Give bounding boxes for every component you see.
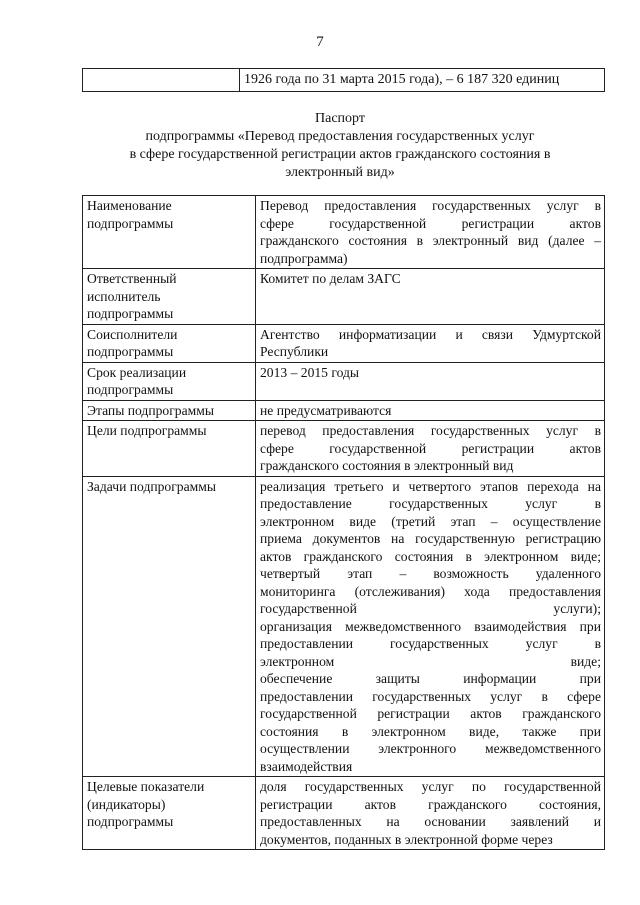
value-line: гражданского состояния в электронный вид (далее – (260, 233, 601, 248)
passport-row (83, 269, 605, 325)
row-value (256, 324, 605, 362)
value-line: осуществлении электронного межведомственного (260, 741, 601, 756)
value-line: гражданского состояния в электронный вид (260, 458, 514, 473)
row-value (256, 777, 605, 850)
value-line: государственной услуги); (260, 601, 601, 616)
heading-title: Паспорт (315, 111, 365, 126)
label-line: Задачи подпрограммы (87, 478, 216, 494)
heading-line: подпрограммы «Перевод предоставления государственных услуг (145, 129, 535, 144)
label-line: Целевые показатели (87, 779, 205, 794)
value-line: предоставленных на основании заявлений и (260, 814, 601, 829)
row-value (256, 400, 605, 421)
value-line: регистрации актов гражданского состояния, (260, 796, 601, 812)
passport-row (83, 400, 605, 421)
row-label (83, 269, 256, 325)
row-value (256, 362, 605, 400)
label-line: подпрограммы (87, 382, 174, 397)
value-line: документов, поданных в электронной форме через (260, 831, 553, 847)
row-label (83, 324, 256, 362)
value-line: электронном виде (третий этап – осуществление (260, 513, 601, 529)
value-line: доля государственных услуг по государственной (260, 779, 601, 794)
value-line: взаимодействия (260, 758, 353, 774)
label-line: Наименование (87, 198, 172, 213)
row-label (83, 476, 256, 777)
value-line: подпрограмма) (260, 250, 348, 266)
label-line: подпрограммы (87, 814, 174, 829)
value-line: Комитет по делам ЗАГС (260, 271, 401, 286)
value-line: предоставление государственных услуг в (260, 496, 601, 511)
value-line: обеспечение защиты информации при (260, 671, 601, 686)
value-line: приема документов на государственную регистрацию (260, 531, 601, 546)
row-label (83, 421, 256, 477)
label-line: Этапы подпрограммы (87, 402, 214, 418)
passport-row (83, 196, 605, 269)
value-line: организация межведомственного взаимодействия при (260, 618, 601, 634)
value-line: электронном виде; (260, 653, 601, 669)
value-line: предоставлении государственных услуг в сфере (260, 688, 601, 704)
heading-line: в сфере государственной регистрации актов гражданского состояния в (129, 147, 551, 162)
row-value (256, 421, 605, 477)
value-line: сфере государственной регистрации актов (260, 440, 601, 456)
value-line: четвертый этап – возможность удаленного (260, 566, 601, 581)
passport-table (82, 195, 605, 850)
row-label (83, 362, 256, 400)
label-line: подпрограммы (87, 344, 174, 359)
value-line: Агентство информатизации и связи Удмуртской (260, 326, 601, 342)
value-line: перевод предоставления государственных услуг в (260, 423, 601, 438)
row-label (83, 777, 256, 850)
value-line: актов гражданского состояния в электронном виде; (260, 548, 601, 564)
label-line: Срок реализации (87, 364, 187, 380)
value-line: Перевод предоставления государственных услуг в (260, 198, 601, 213)
passport-row (83, 777, 605, 850)
label-line: Ответственный (87, 271, 177, 286)
continuation-table (82, 68, 605, 92)
continuation-text: 1926 года по 31 марта 2015 года), – 6 187 320 единиц (240, 69, 605, 92)
row-value (256, 269, 605, 325)
label-line: подпрограммы (87, 215, 174, 231)
label-line: Соисполнители (87, 326, 178, 342)
label-line: (индикаторы) (87, 796, 166, 812)
empty-cell (83, 69, 240, 92)
passport-heading (60, 110, 620, 182)
value-line: Республики (260, 344, 329, 359)
passport-row (83, 324, 605, 362)
value-line: состояния в электронном виде, также при (260, 723, 601, 739)
row-value (256, 476, 605, 777)
value-line: мониторинга (отслеживания) хода предоставления (260, 583, 601, 599)
label-line: Цели подпрограммы (87, 423, 207, 438)
passport-row (83, 476, 605, 777)
row-value (256, 196, 605, 269)
value-line: не предусматриваются (260, 402, 392, 418)
label-line: подпрограммы (87, 306, 174, 321)
row-label (83, 196, 256, 269)
passport-row (83, 421, 605, 477)
value-line: сфере государственной регистрации актов (260, 215, 601, 231)
passport-row (83, 362, 605, 400)
value-line: реализация третьего и четвертого этапов перехода на (260, 478, 601, 494)
label-line: исполнитель (87, 288, 161, 304)
page-number: 7 (316, 34, 324, 50)
value-line: 2013 – 2015 годы (260, 364, 360, 380)
heading-line: электронный вид» (285, 165, 395, 180)
row-label (83, 400, 256, 421)
value-line: предоставлении государственных услуг в (260, 636, 601, 651)
value-line: государственной регистрации актов гражданского (260, 706, 601, 721)
